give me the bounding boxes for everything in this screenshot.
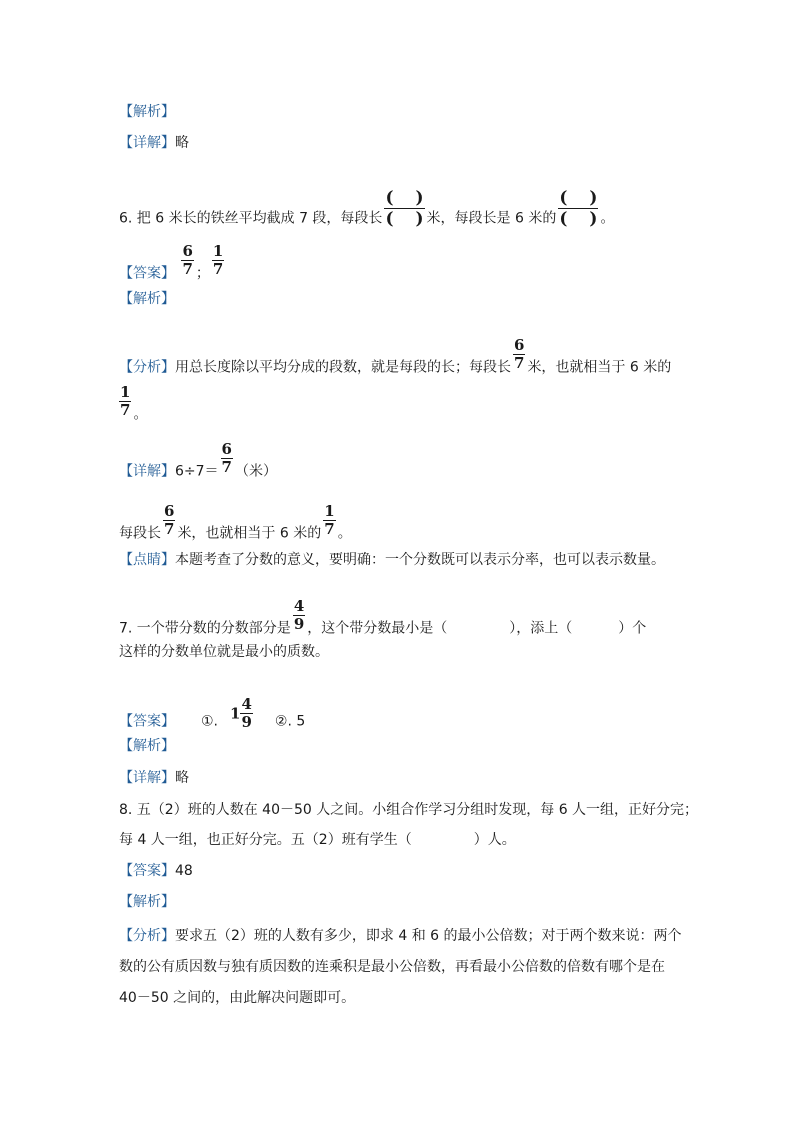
detail-label: 【详解】	[119, 770, 175, 786]
q6-text-c: 。	[600, 210, 615, 227]
q8-answer	[119, 861, 193, 881]
q7-line-2	[119, 642, 329, 662]
q6-dianjing-text: 本题考查了分数的意义，要明确：一个分数既可以表示分率，也可以表示数量。	[175, 552, 665, 568]
q6-dianjing	[119, 550, 665, 570]
q6-analysis-text-a: 用总长度除以平均分成的段数，就是每段的长；每段长	[175, 359, 511, 376]
q8-analysis-line-3	[119, 988, 355, 1008]
q6-detail-unit: （米）	[234, 463, 277, 480]
q6-analysis-heading	[119, 289, 175, 309]
fenxi-label: 【分析】	[119, 359, 175, 376]
q7-text-d: ）个	[618, 620, 647, 637]
q6-detail-line	[119, 440, 277, 489]
fraction-6-7: $\frac{6}{7}$	[221, 440, 232, 476]
q8-analysis-line-2	[119, 957, 665, 977]
q6-analysis-line-2	[119, 383, 148, 432]
fraction-1-7: $\frac{1}{7}$	[120, 383, 131, 419]
q6-conclusion-a: 每段长	[119, 525, 161, 542]
q7-detail-line	[119, 768, 189, 788]
answer-separator: ；	[195, 265, 210, 282]
fraction-4-9: $\frac{4}{9}$	[293, 597, 305, 633]
q6-answer	[119, 242, 226, 291]
q6-blank-fraction-2: $\frac{( )}{( )}$	[559, 188, 598, 229]
fraction-1-7: $\frac{1}{7}$	[324, 502, 335, 538]
detail-line-1	[119, 133, 189, 153]
q8-analysis-line-1	[119, 926, 682, 946]
q8-analysis-heading	[119, 892, 175, 912]
question-7	[119, 597, 647, 646]
answer-label: 【答案】	[119, 863, 175, 879]
dianjing-label: 【点睛】	[119, 552, 175, 568]
analysis-label: 【解析】	[119, 104, 175, 120]
q8-text-line1: 8. 五（2）班的人数在 40－50 人之间。小组合作学习分组时发现，每 6 人一组，正好分完；	[119, 802, 699, 818]
fenxi-label: 【分析】	[119, 928, 175, 944]
q7-answer	[119, 695, 306, 739]
fraction-6-7: $\frac{6}{7}$	[514, 336, 525, 372]
q8-answer-value: 48	[175, 863, 193, 879]
analysis-label: 【解析】	[119, 894, 175, 910]
fraction-1-7: $\frac{1}{7}$	[212, 242, 224, 278]
q6-analysis-end: 。	[133, 406, 148, 423]
q8-analysis-text-2: 数的公有质因数与独有质因数的连乘积是最小公倍数，再看最小公倍数的倍数有哪个是在	[119, 959, 665, 975]
mixed-number-1-4-9: 1 $\frac{4}{9}$	[230, 695, 252, 731]
q7-text-line2: 这样的分数单位就是最小的质数。	[119, 644, 329, 660]
q6-analysis-line	[119, 336, 672, 385]
q7-analysis-heading	[119, 736, 175, 756]
q6-analysis-text-b: 米，也就相当于 6 米的	[527, 359, 672, 376]
detail-label: 【详解】	[119, 463, 175, 480]
q6-blank-fraction-1: $\frac{( )}{( )}$	[385, 188, 424, 229]
q7-answer-2: ②. 5	[274, 713, 306, 730]
q6-conclusion	[119, 502, 352, 551]
q6-text-a: 6. 把 6 米长的铁丝平均截成 7 段，每段长	[119, 210, 383, 227]
analysis-heading-1	[119, 102, 175, 122]
answer-label: 【答案】	[119, 713, 175, 730]
q6-text-b: 米，每段长是 6 米的	[426, 210, 557, 227]
q7-text-b: ，这个带分数最小是（	[307, 620, 448, 637]
q6-conclusion-end: 。	[337, 525, 352, 542]
q7-text-c: ），添上（	[509, 620, 573, 637]
detail-label: 【详解】	[119, 135, 175, 151]
analysis-label: 【解析】	[119, 738, 175, 754]
fraction-6-7: $\frac{6}{7}$	[182, 242, 193, 278]
analysis-label: 【解析】	[119, 291, 175, 307]
detail-text: 略	[175, 770, 189, 786]
answer-label: 【答案】	[119, 265, 175, 282]
question-8	[119, 800, 698, 820]
fraction-6-7: $\frac{6}{7}$	[164, 502, 175, 538]
q8-text-line2-a: 每 4 人一组，也正好分完。五（2）班有学生（	[119, 832, 412, 848]
q8-line-2	[119, 830, 516, 850]
q6-conclusion-b: 米，也就相当于 6 米的	[177, 525, 322, 542]
q7-answer-marker-1: ①.	[201, 713, 219, 730]
q8-analysis-text-1: 要求五（2）班的人数有多少，即求 4 和 6 的最小公倍数；对于两个数来说：两个	[175, 928, 682, 944]
question-6	[119, 188, 615, 239]
q6-detail-expr: 6÷7＝	[175, 463, 219, 480]
q7-text-a: 7. 一个带分数的分数部分是	[119, 620, 291, 637]
q8-text-line2-b: ）人。	[473, 832, 516, 848]
detail-text: 略	[175, 135, 189, 151]
q8-analysis-text-3: 40－50 之间的，由此解决问题即可。	[119, 990, 356, 1006]
